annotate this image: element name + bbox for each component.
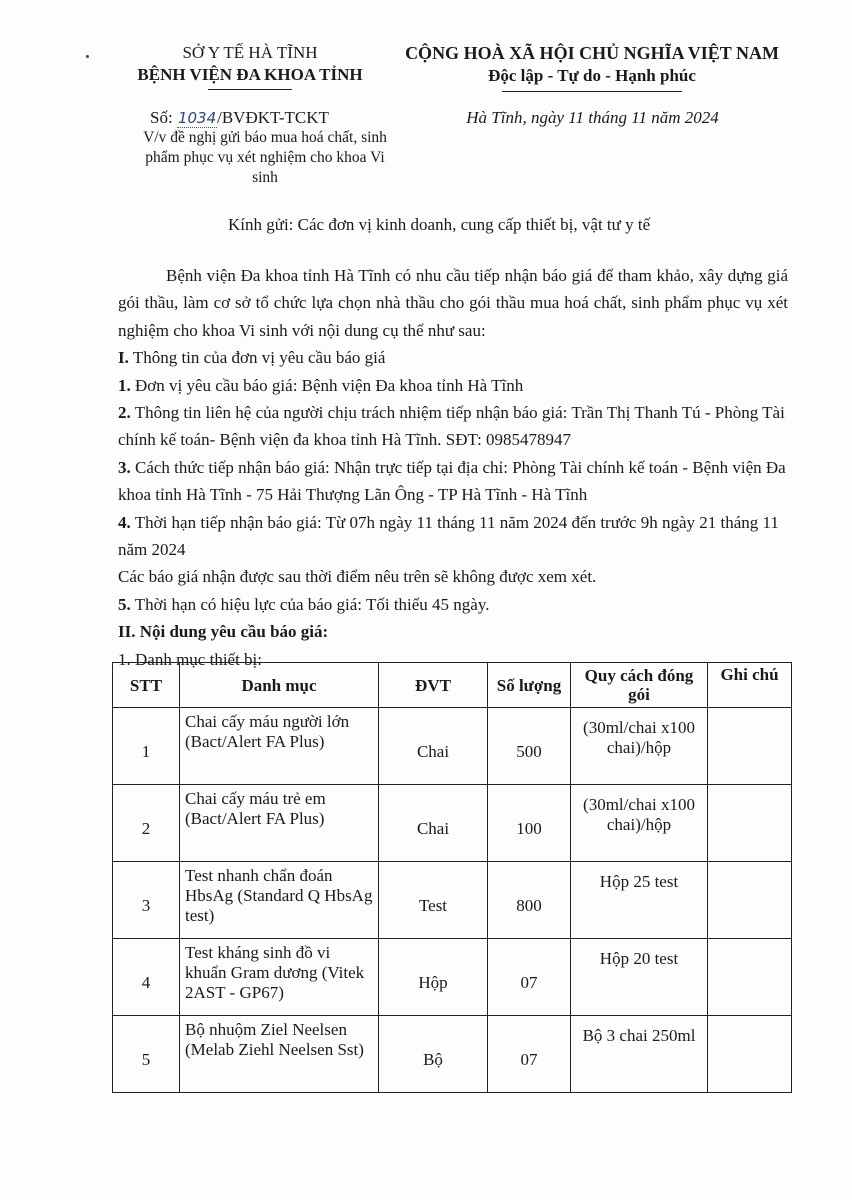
hospital-name: BỆNH VIỆN ĐA KHOA TỈNH — [137, 65, 363, 84]
cell-unit: Hộp — [379, 939, 488, 1016]
cell-item-name: Bộ nhuộm Ziel Neelsen (Melab Ziehl Neelsen Sst) — [180, 1016, 379, 1093]
cell-item-name: Test kháng sinh đồ vi khuẩn Gram dương (Vitek 2AST - GP67) — [180, 939, 379, 1016]
header-stt: STT — [113, 663, 180, 708]
equipment-list-title: 1. Danh mục thiết bị: — [118, 649, 263, 669]
cell-stt: 4 — [113, 939, 180, 1016]
header-unit: ĐVT — [379, 663, 488, 708]
cell-stt: 3 — [113, 862, 180, 939]
cell-unit: Chai — [379, 708, 488, 785]
intro-paragraph: Bệnh viện Đa khoa tỉnh Hà Tĩnh có nhu cầu tiếp nhận báo giá để tham khảo, xây dựng giá gói thầu, làm cơ sở tổ chức lựa chọn nhà thầu cho gói thầu mua hoá chất, sinh phẩm phục vụ xét nghiệm cho khoa Vi sinh với nội dung cụ thể như sau: — [118, 266, 788, 340]
cell-stt: 1 — [113, 708, 180, 785]
cell-notes — [708, 708, 792, 785]
cell-quantity: 07 — [488, 939, 571, 1016]
cell-quantity: 800 — [488, 862, 571, 939]
cell-notes — [708, 1016, 792, 1093]
cell-packaging: (30ml/chai x100 chai)/hộp — [571, 708, 708, 785]
section1-item-2: 2. Thông tin liên hệ của người chịu trách nhiệm tiếp nhận báo giá: Trần Thị Thanh Tú - Phòng Tài chính kế toán- Bệnh viện đa khoa tỉnh Hà Tĩnh. SĐT: 0985478947 — [118, 403, 785, 450]
late-quote-note: Các báo giá nhận được sau thời điểm nêu trên sẽ không được xem xét. — [118, 567, 597, 587]
country-name: CỘNG HOÀ XÃ HỘI CHỦ NGHĨA VIỆT NAM — [405, 43, 779, 63]
cell-quantity: 100 — [488, 785, 571, 862]
cell-notes — [708, 785, 792, 862]
cell-item-name: Chai cấy máu người lớn (Bact/Alert FA Plus) — [180, 708, 379, 785]
cell-notes — [708, 939, 792, 1016]
header-packaging: Quy cách đóng gói — [571, 663, 708, 708]
document-subject: V/v đề nghị gửi báo mua hoá chất, sinh phẩm phục vụ xét nghiệm cho khoa Vi sinh — [143, 129, 387, 186]
table-row — [113, 785, 792, 862]
cell-packaging: Hộp 20 test — [571, 939, 708, 1016]
header-item-name: Danh mục — [180, 663, 379, 708]
document-body — [118, 262, 788, 673]
section1-item-4: 4. Thời hạn tiếp nhận báo giá: Từ 07h ngày 11 tháng 11 năm 2024 đến trước 9h ngày 21 tháng 11 năm 2024 — [118, 512, 779, 560]
cell-item-name: Chai cấy máu trẻ em (Bact/Alert FA Plus) — [180, 785, 379, 862]
table-row — [113, 708, 792, 785]
header-notes: Ghi chú — [708, 663, 792, 708]
section1-item-5: 5. Thời hạn có hiệu lực của báo giá: Tối thiểu 45 ngày. — [118, 594, 490, 614]
document-number — [150, 108, 329, 128]
motto-underline — [502, 91, 682, 92]
issuer-block — [110, 42, 390, 90]
doc-number-handwritten: 1034 — [177, 109, 217, 127]
cell-item-name: Test nhanh chẩn đoán HbsAg (Standard Q HbsAg test) — [180, 862, 379, 939]
document-date: Hà Tĩnh, ngày 11 tháng 11 năm 2024 — [466, 108, 719, 127]
cell-unit: Chai — [379, 785, 488, 862]
header-quantity: Số lượng — [488, 663, 571, 708]
doc-number-suffix: /BVĐKT-TCKT — [217, 108, 329, 127]
recipient-line: Kính gửi: Các đơn vị kinh doanh, cung cấp thiết bị, vật tư y tế — [228, 215, 651, 234]
cell-packaging: (30ml/chai x100 chai)/hộp — [571, 785, 708, 862]
cell-stt: 5 — [113, 1016, 180, 1093]
table-row — [113, 1016, 792, 1093]
national-header — [392, 42, 792, 92]
table-row — [113, 939, 792, 1016]
cell-unit: Test — [379, 862, 488, 939]
table-row — [113, 862, 792, 939]
section2-heading: II. Nội dung yêu cầu báo giá: — [118, 622, 329, 642]
cell-unit: Bộ — [379, 1016, 488, 1093]
doc-number-prefix: Số: — [150, 108, 173, 127]
agency-name: SỞ Y TẾ HÀ TĨNH — [182, 43, 318, 62]
cell-notes — [708, 862, 792, 939]
cell-packaging: Hộp 25 test — [571, 862, 708, 939]
cell-quantity: 07 — [488, 1016, 571, 1093]
issuer-underline — [208, 89, 292, 90]
scan-speck — [86, 55, 89, 58]
cell-stt: 2 — [113, 785, 180, 862]
section1-item-3: 3. Cách thức tiếp nhận báo giá: Nhận trực tiếp tại địa chỉ: Phòng Tài chính kế toán - Bệnh viện Đa khoa tỉnh Hà Tĩnh - 75 Hải Thượng Lãn Ông - TP Hà Tĩnh - Hà Tĩnh — [118, 457, 786, 505]
cell-packaging: Bộ 3 chai 250ml — [571, 1016, 708, 1093]
section1-heading: I. Thông tin của đơn vị yêu cầu báo giá — [118, 348, 386, 368]
equipment-table — [112, 662, 792, 1093]
table-header-row — [113, 663, 792, 708]
cell-quantity: 500 — [488, 708, 571, 785]
section1-item-1: 1. Đơn vị yêu cầu báo giá: Bệnh viện Đa khoa tỉnh Hà Tĩnh — [118, 375, 524, 395]
national-motto: Độc lập - Tự do - Hạnh phúc — [488, 66, 696, 85]
